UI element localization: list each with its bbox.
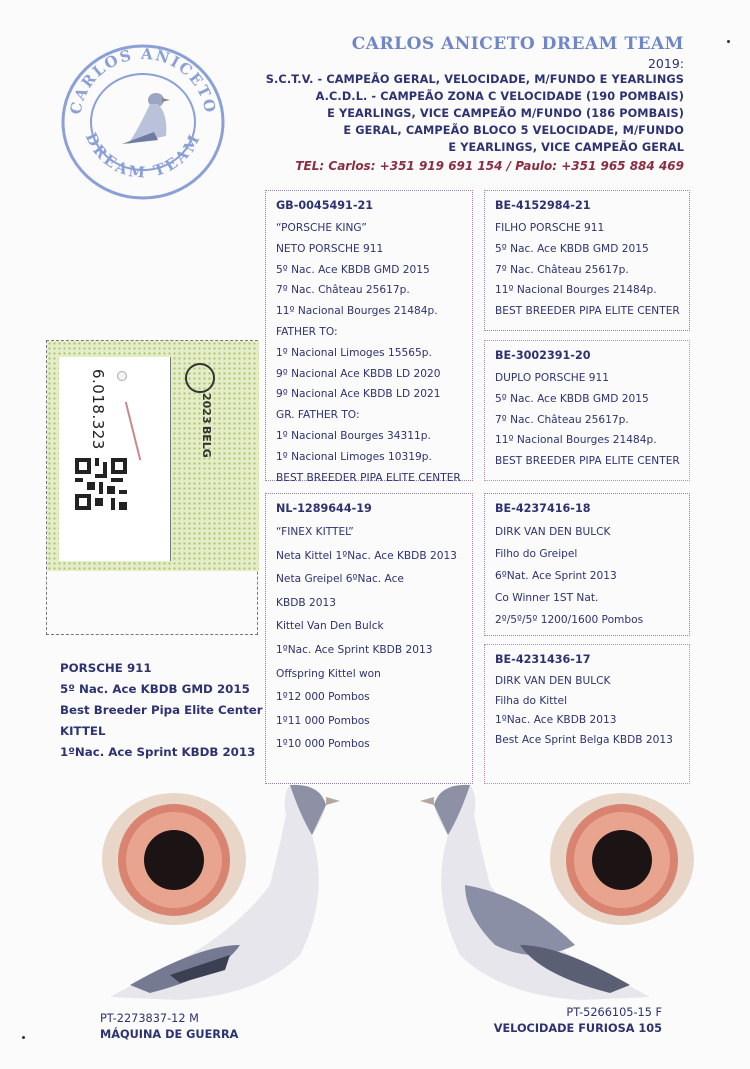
card-line: 7º Nac. Château 25617p. [495, 263, 629, 276]
svg-text:CARLOS ANICETO [66, 45, 219, 116]
pedigree-card [484, 493, 690, 636]
highlight-line: Best Breeder Pipa Elite Center [60, 703, 263, 717]
ticket-year-org [200, 393, 211, 458]
card-line: Neta Kittel 1ºNac. Ace KBDB 2013 [276, 549, 457, 562]
highlights-list [60, 658, 263, 763]
caption-right-name: VELOCIDADE FURIOSA 105 [493, 1022, 662, 1035]
card-line: KBDB 2013 [276, 596, 336, 609]
card-line: 5º Nac. Ace KBDB GMD 2015 [495, 242, 649, 255]
card-line: 11º Nacional Bourges 21484p. [495, 434, 657, 447]
ticket-year: 2023 [200, 393, 213, 424]
scan-speck [727, 40, 730, 43]
card-line: “FINEX KITTEL” [276, 526, 354, 538]
card-line: Neta Greipel 6ºNac. Ace [276, 573, 404, 586]
pigeon-male-image [90, 775, 355, 1015]
ticket-hole [117, 371, 127, 381]
card-line: 7º Nac. Château 25617p. [276, 284, 410, 297]
card-line: 7º Nac. Château 25617p. [495, 413, 629, 426]
card-line: Best Ace Sprint Belga KBDB 2013 [495, 733, 673, 746]
ring-number: BE-3002391-20 [495, 349, 591, 362]
stamp-top-text: CARLOS ANICETO [66, 44, 220, 116]
contact-phones: TEL: Carlos: +351 919 691 154 / Paulo: +351 965 884 469 [295, 159, 684, 173]
ring-number: BE-4152984-21 [495, 199, 591, 212]
highlight-line: PORSCHE 911 [60, 661, 152, 675]
card-line: 1ºNac. Ace KBDB 2013 [495, 714, 617, 726]
card-line: BEST BREEDER PIPA ELITE CENTER [495, 455, 680, 468]
page-header [266, 34, 684, 173]
card-line: 9º Nacional Ace KBDB LD 2020 [276, 367, 441, 380]
pedigree-card [265, 493, 473, 784]
caption-right [494, 1005, 662, 1037]
caption-right-ring: PT-5266105-15 F [566, 1006, 662, 1019]
card-line: FATHER TO: [276, 325, 338, 338]
header-line: E GERAL, CAMPEÃO BLOCO 5 VELOCIDADE, M/FUNDO [343, 124, 684, 137]
pedigree-card [484, 340, 690, 481]
card-line: “PORSCHE KING” [276, 222, 367, 234]
ring-number: BE-4231436-17 [495, 653, 591, 666]
card-line: 5º Nac. Ace KBDB GMD 2015 [495, 392, 649, 405]
card-line: 1º Nacional Limoges 15565p. [276, 346, 432, 359]
header-year: 2019: [647, 56, 684, 71]
header-line: E YEARLINGS, VICE CAMPEÃO GERAL [448, 141, 684, 154]
scan-speck [22, 1036, 25, 1039]
stamp-pigeon-icon [122, 93, 170, 144]
header-line: A.C.D.L. - CAMPEÃO ZONA C VELOCIDADE (190 POMBAIS) [315, 90, 684, 103]
card-line: 2º/5º/5º 1200/1600 Pombos [495, 614, 644, 626]
card-line: GR. FATHER TO: [276, 409, 360, 422]
card-line: Filho do Greipel [495, 548, 578, 560]
dream-team-stamp [58, 40, 228, 200]
card-line: DIRK VAN DEN BULCK [495, 675, 611, 687]
card-line: 1º Nacional Limoges 10319p. [276, 450, 432, 463]
card-line: BEST BREEDER PIPA ELITE CENTER [276, 471, 461, 484]
ticket-number: 6.018.323 [89, 369, 107, 450]
ring-number: GB-0045491-21 [276, 199, 374, 212]
caption-left-name: MÁQUINA DE GUERRA [100, 1028, 239, 1041]
card-line: FILHO PORSCHE 911 [495, 222, 605, 234]
stamp-bottom-text: DREAM TEAM [81, 129, 205, 182]
pedigree-card [265, 190, 473, 484]
card-line: 1º Nacional Bourges 34311p. [276, 429, 431, 442]
card-line: BEST BREEDER PIPA ELITE CENTER [495, 305, 680, 318]
card-line: 1º12 000 Pombos [276, 691, 370, 704]
card-line: 1ºNac. Ace Sprint KBDB 2013 [276, 643, 433, 656]
card-line: NETO PORSCHE 911 [276, 242, 384, 255]
highlight-line: KITTEL [60, 724, 106, 738]
highlight-line: 1ºNac. Ace Sprint KBDB 2013 [60, 745, 256, 759]
card-line: Offspring Kittel won [276, 667, 381, 680]
card-line: DUPLO PORSCHE 911 [495, 372, 609, 384]
card-line: 11º Nacional Bourges 21484p. [495, 284, 657, 297]
pedigree-card [484, 644, 690, 784]
card-line: Kittel Van Den Bulck [276, 620, 384, 633]
ticket-org: BELG [200, 425, 213, 458]
highlight-line: 5º Nac. Ace KBDB GMD 2015 [60, 682, 250, 696]
header-line: E YEARLINGS, VICE CAMPEÃO M/FUNDO (186 POMBAIS) [327, 107, 684, 120]
card-line: 6ºNat. Ace Sprint 2013 [495, 570, 617, 582]
ring-number: NL-1289644-19 [276, 502, 372, 515]
caption-left-ring: PT-2273837-12 M [100, 1012, 199, 1025]
card-line: Co Winner 1ST Nat. [495, 592, 599, 604]
ring-number: BE-4237416-18 [495, 502, 591, 515]
entry-ticket [46, 340, 258, 635]
page-title: CARLOS ANICETO DREAM TEAM [351, 34, 684, 54]
card-line: 1º11 000 Pombos [276, 714, 370, 727]
card-line: 5º Nac. Ace KBDB GMD 2015 [276, 263, 430, 276]
header-line: S.C.T.V. - CAMPEÃO GERAL, VELOCIDADE, M/FUNDO E YEARLINGS [265, 73, 684, 86]
caption-left [100, 1011, 238, 1043]
federation-logo-icon [185, 363, 215, 393]
pedigree-card [484, 190, 690, 331]
card-line: 9º Nacional Ace KBDB LD 2021 [276, 388, 441, 401]
card-line: 11º Nacional Bourges 21484p. [276, 305, 438, 318]
card-line: Filha do Kittel [495, 694, 568, 707]
pigeon-female-image [405, 775, 670, 1015]
card-line: DIRK VAN DEN BULCK [495, 526, 611, 538]
qr-code-icon [75, 457, 127, 511]
card-line: 1º10 000 Pombos [276, 738, 370, 751]
ticket-seal [179, 363, 251, 563]
